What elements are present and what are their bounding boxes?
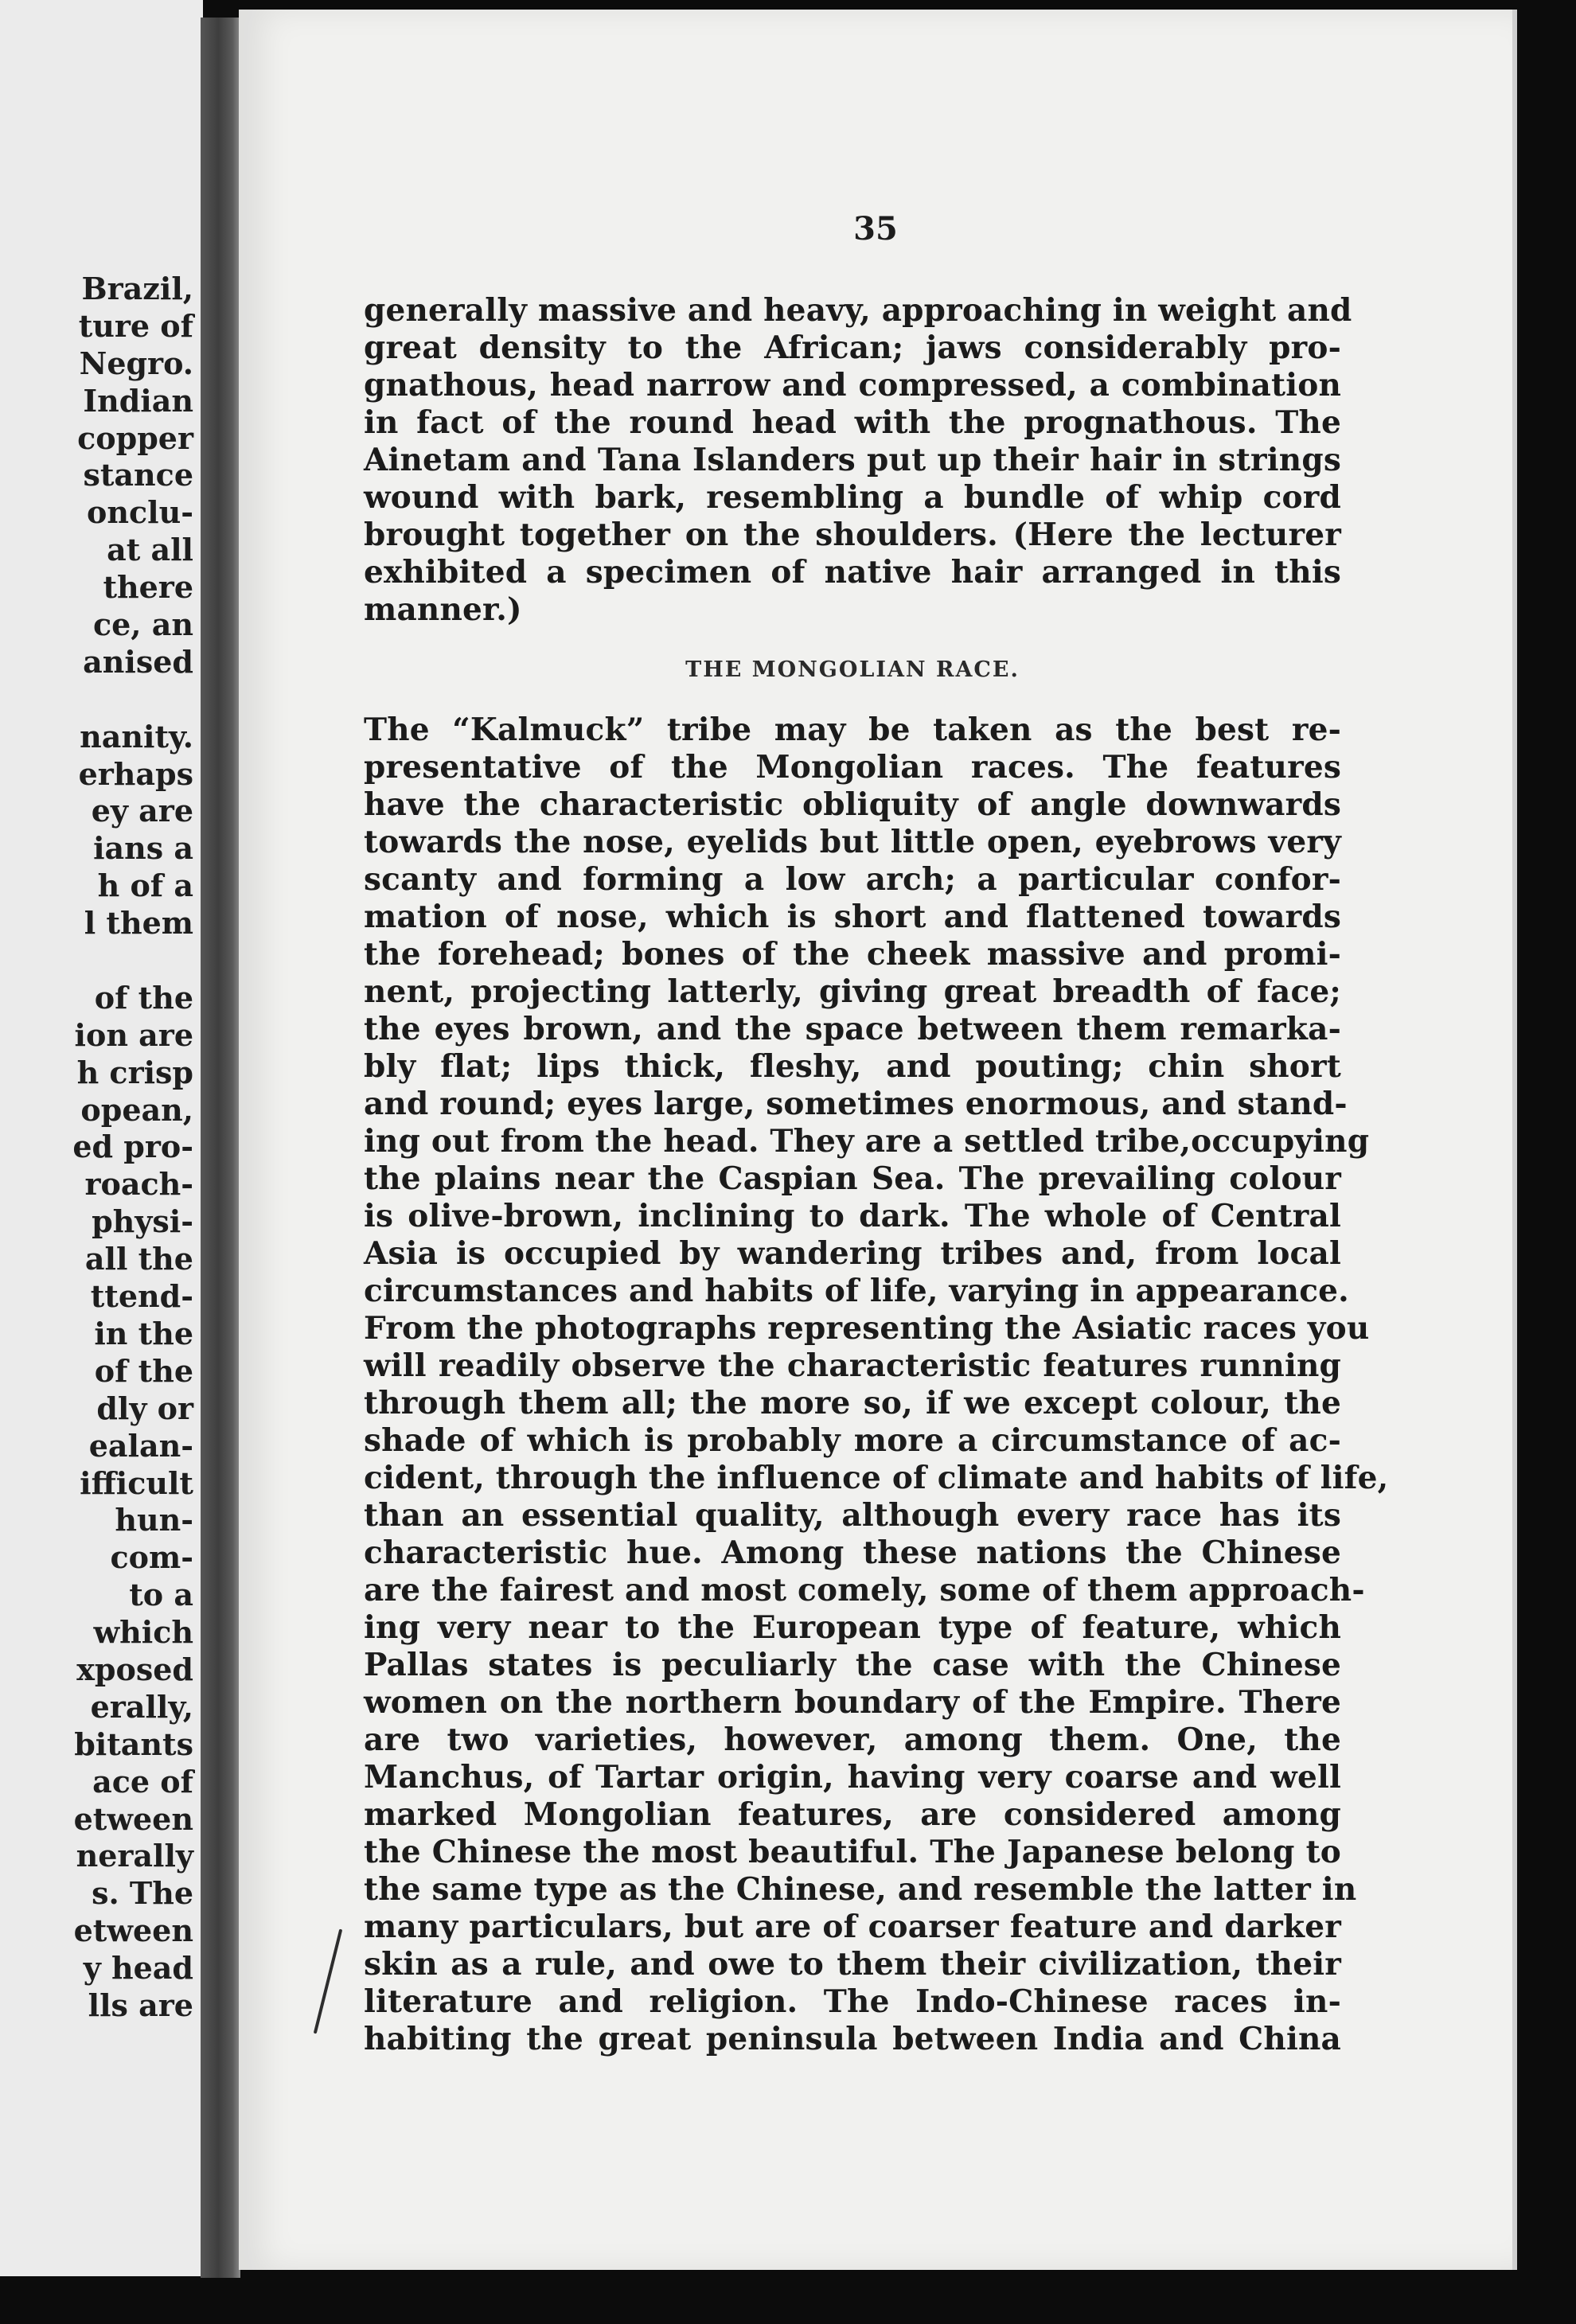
left-page-text <box>2 271 193 2025</box>
text-line: circumstances and habits of life, varying in appearance. <box>364 1273 1349 1309</box>
text-line: bly flat; lips thick, fleshy, and pouting; chin short <box>364 1048 1341 1085</box>
page-body <box>364 292 1389 2058</box>
text-line: are the fairest and most comely, some of them approach- <box>364 1572 1365 1608</box>
text-line: women on the northern boundary of the Empire. There <box>364 1684 1341 1721</box>
text-line: ing out from the head. They are a settled tribe,occupying <box>364 1123 1370 1160</box>
left-line <box>2 681 193 719</box>
left-line: com- <box>110 1539 193 1576</box>
text-line: scanty and forming a low arch; a particular confor- <box>364 861 1341 898</box>
left-line: ed pro- <box>72 1129 193 1165</box>
left-line: anised <box>83 643 193 680</box>
left-line: ians a <box>93 830 193 867</box>
left-line: Brazil, <box>81 271 193 306</box>
page-number: 35 <box>853 210 898 248</box>
left-line: ttend- <box>90 1278 193 1315</box>
text-line: is olive-brown, inclining to dark. The whole of Central <box>364 1198 1341 1234</box>
left-facing-page <box>0 0 203 2276</box>
text-line: than an essential quality, although every race has its <box>364 1497 1341 1534</box>
text-line: characteristic hue. Among these nations the Chinese <box>364 1534 1341 1571</box>
text-line: in fact of the round head with the prognathous. The <box>364 404 1341 441</box>
left-line: etween <box>73 1800 193 1837</box>
left-line: xposed <box>76 1651 193 1687</box>
text-line: the forehead; bones of the cheek massive and promi- <box>364 936 1341 973</box>
book-gutter <box>201 18 240 2278</box>
text-line: through them all; the more so, if we except colour, the <box>364 1385 1341 1421</box>
text-line: From the photographs representing the Asiatic races you <box>364 1310 1370 1347</box>
left-line: at all <box>107 532 193 568</box>
text-line: gnathous, head narrow and compressed, a combination <box>364 367 1341 404</box>
left-line: erhaps <box>78 755 193 792</box>
text-line: exhibited a specimen of native hair arranged in this <box>364 554 1341 591</box>
text-line: the eyes brown, and the space between them remarka- <box>364 1011 1341 1047</box>
text-line: many particulars, but are of coarser feature and darker <box>364 1909 1341 1945</box>
text-line: generally massive and heavy, approaching in weight and <box>364 292 1352 329</box>
left-line: hun- <box>115 1502 193 1538</box>
text-line: Manchus, of Tartar origin, having very coarse and well <box>364 1759 1341 1796</box>
left-line: ion are <box>74 1016 193 1053</box>
left-line: ifficult <box>80 1464 193 1501</box>
left-line: h crisp <box>76 1054 193 1090</box>
left-line: copper <box>77 419 193 456</box>
left-line: l them <box>84 905 193 942</box>
text-line: the same type as the Chinese, and resemble the latter in <box>364 1871 1357 1908</box>
text-line: are two varieties, however, among them. One, the <box>364 1722 1341 1758</box>
text-line: have the characteristic obliquity of angle downwards <box>364 786 1341 823</box>
text-line: great density to the African; jaws considerably pro- <box>364 329 1341 366</box>
left-line: etween <box>73 1913 193 1949</box>
left-line: erally, <box>90 1688 193 1725</box>
text-line: nent, projecting latterly, giving great breadth of face; <box>364 973 1341 1010</box>
left-line: s. The <box>92 1875 193 1912</box>
text-line: and round; eyes large, sometimes enormous, and stand- <box>364 1086 1348 1122</box>
section-heading: THE MONGOLIAN RACE. <box>685 657 1020 682</box>
left-line: stance <box>83 457 193 493</box>
text-line: brought together on the shoulders. (Here the lecturer <box>364 517 1341 553</box>
left-line: of the <box>94 979 193 1016</box>
left-line: opean, <box>80 1091 193 1128</box>
paragraph-mongolian-race <box>364 712 1389 2058</box>
right-page <box>239 10 1517 2270</box>
text-line: will readily observe the characteristic features running <box>364 1347 1341 1384</box>
paragraph-continued <box>364 292 1352 629</box>
left-line: ce, an <box>92 606 193 643</box>
left-line: which <box>93 1614 193 1651</box>
text-line: the plains near the Caspian Sea. The prevailing colour <box>364 1160 1341 1197</box>
left-line: nanity. <box>80 718 193 755</box>
left-line: to a <box>129 1577 193 1613</box>
text-line: habiting the great peninsula between India and China <box>364 2021 1341 2057</box>
left-line: y head <box>83 1950 193 1987</box>
text-line: Pallas states is peculiarly the case with the Chinese <box>364 1647 1341 1683</box>
left-line: Negro. <box>79 345 193 381</box>
left-line: ealan- <box>88 1427 193 1464</box>
text-line: the Chinese the most beautiful. The Japanese belong to <box>364 1834 1341 1870</box>
left-line: bitants <box>74 1725 193 1762</box>
left-line: nerally <box>76 1838 193 1874</box>
left-line: ace of <box>92 1763 193 1800</box>
margin-pencil-mark <box>314 1929 343 2034</box>
text-line: Asia is occupied by wandering tribes and, from local <box>364 1235 1341 1272</box>
text-line: The “Kalmuck” tribe may be taken as the best re- <box>364 712 1341 748</box>
left-line <box>2 942 193 980</box>
text-line: Ainetam and Tana Islanders put up their hair in strings <box>364 442 1341 478</box>
left-line: all the <box>84 1241 193 1277</box>
text-line: ing very near to the European type of feature, which <box>364 1609 1341 1646</box>
left-line: in the <box>94 1315 193 1351</box>
text-line: literature and religion. The Indo-Chinese races in- <box>364 1983 1341 2020</box>
left-line: ture of <box>78 307 193 344</box>
left-line: of the <box>94 1352 193 1389</box>
left-line: lls are <box>88 1987 193 2023</box>
text-line: mation of nose, which is short and flattened towards <box>364 899 1341 935</box>
text-line: marked Mongolian features, are considered among <box>364 1796 1341 1833</box>
left-line: h of a <box>97 868 193 904</box>
left-line: onclu- <box>87 494 193 531</box>
left-line: there <box>103 569 193 606</box>
left-line: dly or <box>96 1390 193 1426</box>
left-line: roach- <box>84 1166 193 1203</box>
left-line: physi- <box>92 1203 193 1240</box>
text-line: cident, through the influence of climate and habits of life, <box>364 1460 1389 1496</box>
text-line: presentative of the Mongolian races. The features <box>364 749 1341 786</box>
text-line: skin as a rule, and owe to them their civilization, their <box>364 1946 1341 1983</box>
text-line: shade of which is probably more a circumstance of ac- <box>364 1422 1341 1459</box>
text-line: towards the nose, eyelids but little open, eyebrows very <box>364 824 1341 860</box>
text-line: manner.) <box>364 591 522 628</box>
left-line: Indian <box>83 382 193 419</box>
text-line: wound with bark, resembling a bundle of whip cord <box>364 479 1341 516</box>
left-line: ey are <box>91 793 193 829</box>
